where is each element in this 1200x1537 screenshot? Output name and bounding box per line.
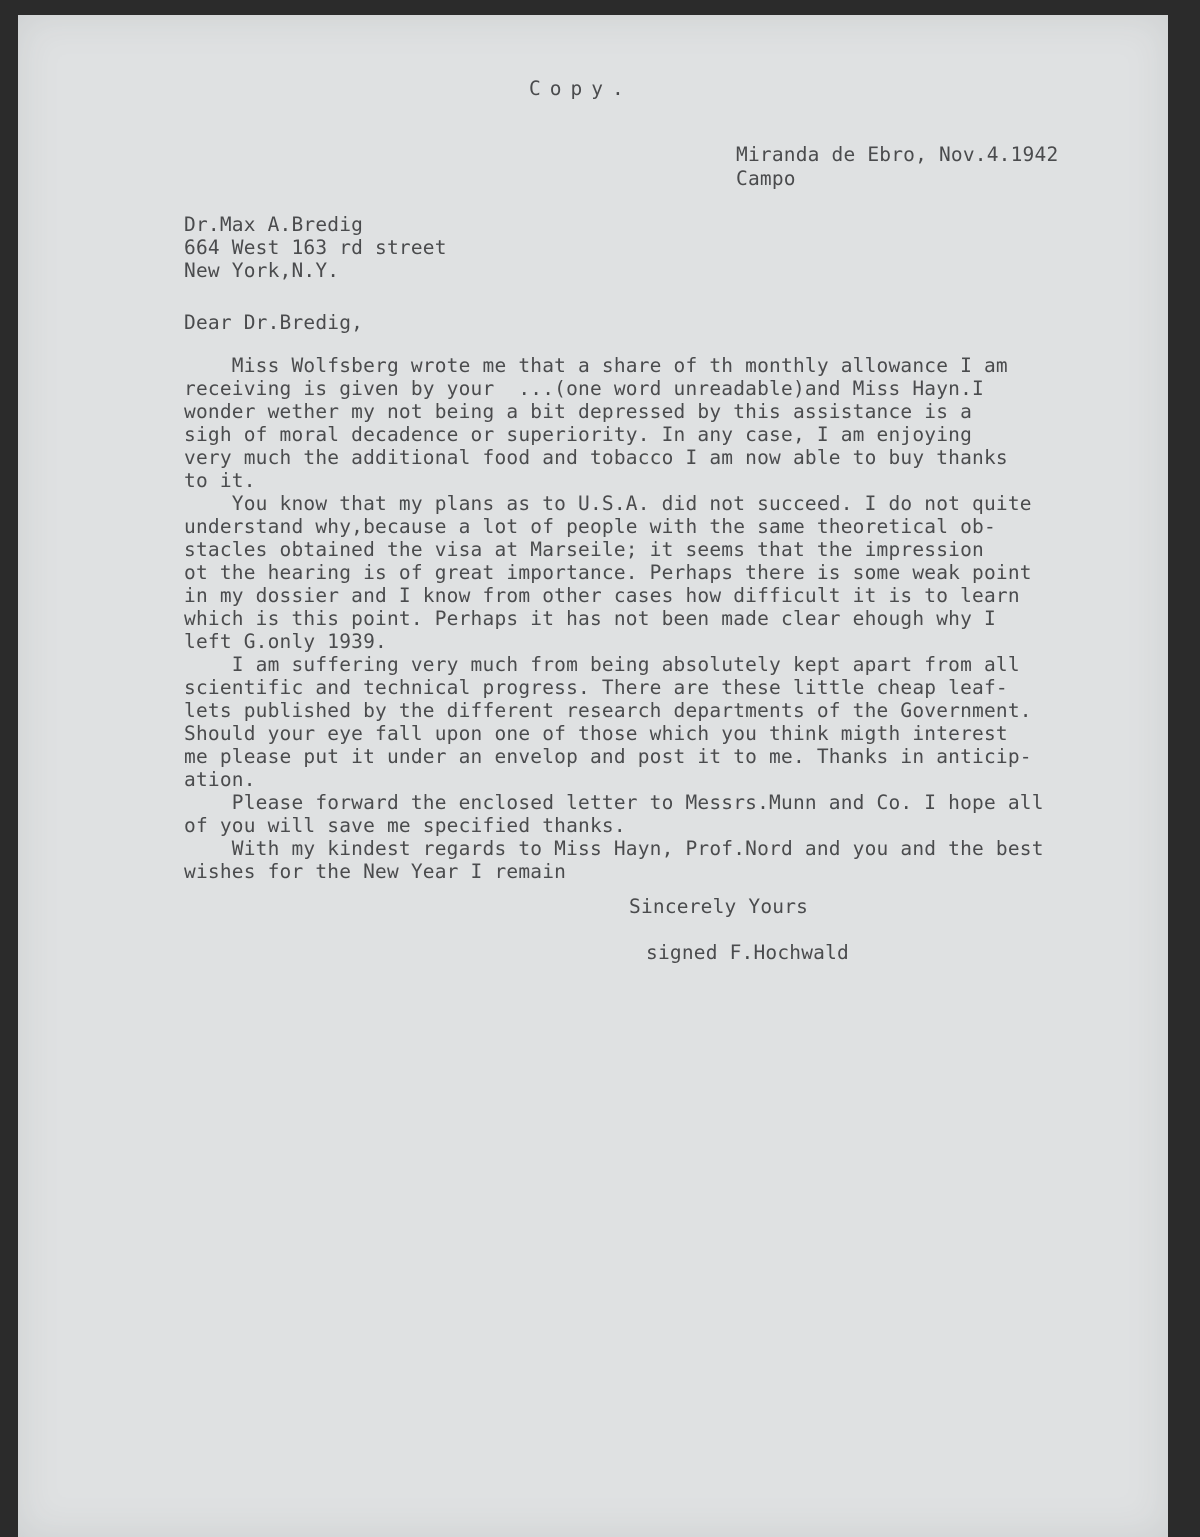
letter-page [18,15,1168,1537]
recipient-city: New York,N.Y. [184,259,340,282]
body-line: understand why,because a lot of people with the same theoretical ob- [184,515,996,538]
recipient-street: 664 West 163 rd street [184,236,447,259]
place-subline: Campo [736,167,796,190]
body-line: Should your eye fall upon one of those which you think migth interest [184,722,1008,745]
body-line: wishes for the New Year I remain [184,860,567,883]
place-date: Miranda de Ebro, Nov.4.1942 [736,143,1059,166]
body-line: ot the hearing is of great importance. Perhaps there is some weak point [184,561,1032,584]
signature-line: signed F.Hochwald [646,941,849,964]
body-line: I am suffering very much from being absolutely kept apart from all [184,653,1020,676]
body-line: very much the additional food and tobacco I am now able to buy thanks [184,446,1008,469]
body-line: stacles obtained the visa at Marseile; it seems that the impression [184,538,984,561]
body-line: left G.only 1939. [184,630,387,653]
body-line: wonder wether my not being a bit depressed by this assistance is a [184,400,973,423]
body-line: Please forward the enclosed letter to Messrs.Munn and Co. I hope all [184,791,1044,814]
body-line: scientific and technical progress. There are these little cheap leaf- [184,676,1008,699]
body-line: sigh of moral decadence or superiority. In any case, I am enjoying [184,423,973,446]
body-line: ation. [184,768,256,791]
closing: Sincerely Yours [629,895,809,918]
copy-heading: Copy. [529,77,633,100]
body-line: me please put it under an envelop and post it to me. Thanks in anticip- [184,745,1032,768]
body-line: Miss Wolfsberg wrote me that a share of th monthly allowance I am [184,354,1008,377]
recipient-name: Dr.Max A.Bredig [184,213,364,236]
body-line: receiving is given by your ...(one word unreadable)and Miss Hayn.I [184,377,984,400]
body-line: With my kindest regards to Miss Hayn, Prof.Nord and you and the best [184,837,1044,860]
body-line: lets published by the different research departments of the Government. [184,699,1032,722]
body-line: which is this point. Perhaps it has not been made clear ehough why I [184,607,996,630]
body-line: to it. [184,469,256,492]
body-line: in my dossier and I know from other cases how difficult it is to learn [184,584,1020,607]
salutation: Dear Dr.Bredig, [184,311,364,334]
body-line: You know that my plans as to U.S.A. did not succeed. I do not quite [184,492,1032,515]
body-line: of you will save me specified thanks. [184,814,626,837]
